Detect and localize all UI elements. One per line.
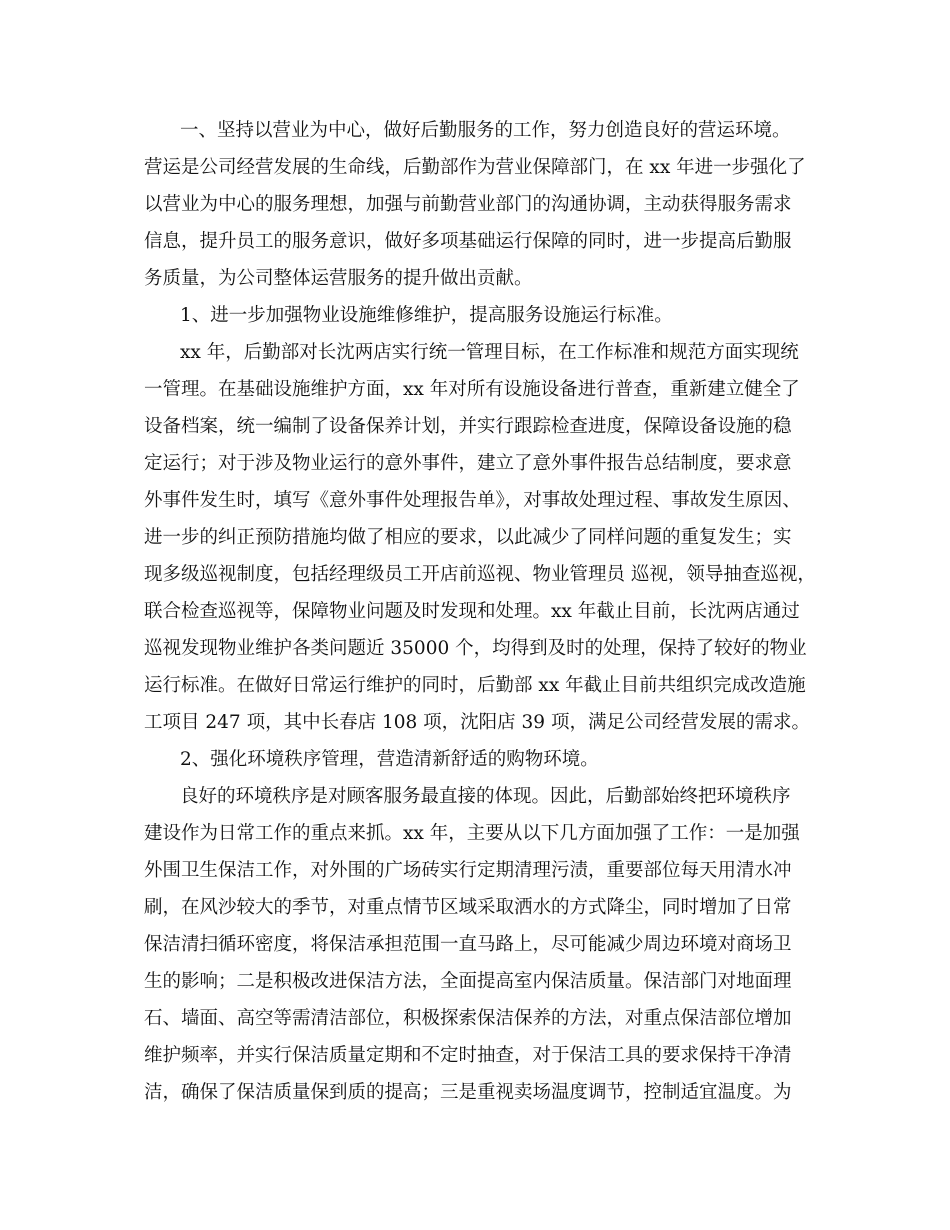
- paragraph-line: 一管理。在基础设施维护方面，xx 年对所有设施设备进行普查，重新建立健全了: [144, 379, 800, 400]
- section-heading-1: 一、坚持以营业为中心，做好后勤服务的工作，努力创造良好的营运环境。: [180, 120, 791, 141]
- paragraph-line: 外围卫生保洁工作，对外围的广场砖实行定期清理污渍，重要部位每天用清水冲: [144, 860, 792, 881]
- subsection-heading-1: 1、进一步加强物业设施维修维护，提高服务设施运行标准。: [180, 305, 673, 326]
- paragraph-line: 信息，提升员工的服务意识，做好多项基础运行保障的同时，进一步提高后勤服: [144, 231, 792, 252]
- paragraph-line: 定运行；对于涉及物业运行的意外事件，建立了意外事件报告总结制度，要求意: [144, 453, 792, 474]
- subsection-heading-2: 2、强化环境秩序管理，营造清新舒适的购物环境。: [180, 749, 599, 770]
- paragraph-line: 务质量，为公司整体运营服务的提升做出贡献。: [144, 268, 533, 289]
- paragraph-line: 生的影响；二是积极改进保洁方法，全面提高室内保洁质量。保洁部门对地面理: [144, 971, 792, 992]
- paragraph-line: 营运是公司经营发展的生命线，后勤部作为营业保障部门，在 xx 年进一步强化了: [144, 157, 806, 178]
- paragraph-line: 建设作为日常工作的重点来抓。xx 年，主要从以下几方面加强了工作：一是加强: [144, 823, 800, 844]
- paragraph-line: 工项目 247 项，其中长春店 108 项，沈阳店 39 项，满足公司经营发展的需求。: [144, 712, 810, 733]
- paragraph-line: 巡视发现物业维护各类问题近 35000 个，均得到及时的处理，保持了较好的物业: [144, 638, 807, 659]
- paragraph-line: 进一步的纠正预防措施均做了相应的要求，以此减少了同样问题的重复发生；实: [144, 527, 792, 548]
- paragraph-line: 联合检查巡视等，保障物业问题及时发现和处理。xx 年截止目前，长沈两店通过: [144, 601, 800, 622]
- paragraph-line: 设备档案，统一编制了设备保养计划，并实行跟踪检查进度，保障设备设施的稳: [144, 416, 792, 437]
- paragraph-line: 外事件发生时，填写《意外事件处理报告单》，对事故处理过程、事故发生原因、: [144, 490, 801, 511]
- paragraph-line: 石、墙面、高空等需清洁部位，积极探索保洁保养的方法，对重点保洁部位增加: [144, 1008, 792, 1029]
- paragraph-line: 运行标准。在做好日常运行维护的同时，后勤部 xx 年截止目前共组织完成改造施: [144, 675, 806, 696]
- paragraph-line: 保洁清扫循环密度，将保洁承担范围一直马路上，尽可能减少周边环境对商场卫: [144, 934, 792, 955]
- paragraph-line: 洁，确保了保洁质量保到质的提高；三是重视卖场温度调节，控制适宜温度。为: [144, 1082, 792, 1103]
- paragraph-line: 以营业为中心的服务理想，加强与前勤营业部门的沟通协调，主动获得服务需求: [144, 194, 792, 215]
- paragraph-line: 维护频率，并实行保洁质量定期和不定时抽查，对于保洁工具的要求保持干净清: [144, 1045, 792, 1066]
- paragraph-line: xx 年，后勤部对长沈两店实行统一管理目标，在工作标准和规范方面实现统: [180, 342, 799, 363]
- paragraph-line: 良好的环境秩序是对顾客服务最直接的体现。因此，后勤部始终把环境秩序: [180, 786, 791, 807]
- paragraph-line: 刷，在风沙较大的季节，对重点情节区域采取洒水的方式降尘，同时增加了日常: [144, 897, 792, 918]
- paragraph-line: 现多级巡视制度，包括经理级员工开店前巡视、物业管理员 巡视，领导抽查巡视，: [144, 564, 816, 585]
